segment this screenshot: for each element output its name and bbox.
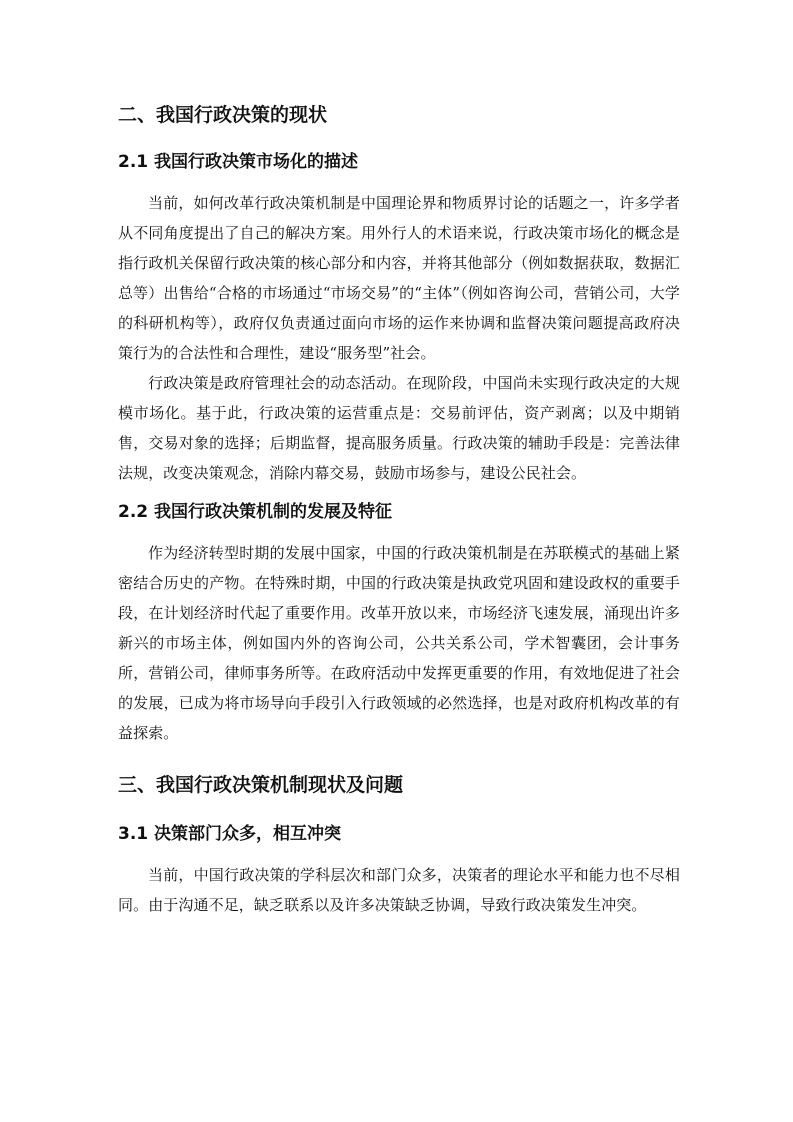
paragraph: 当前，中国行政决策的学科层次和部门众多，决策者的理论水平和能力也不尽相同。由于沟通不足，缺乏联系以及许多决策缺乏协调，导致行政决策发生冲突。	[118, 866, 680, 914]
paragraph: 作为经济转型时期的发展中国家，中国的行政决策机制是在苏联模式的基础上紧密结合历史的产物。在特殊时期，中国的行政决策是执政党巩固和建设政权的重要手段，在计划经济时代起了重要作用。改革开放以来，市场经济飞速发展，涌现出许多新兴的市场主体，例如国内外的咨询公司，公共关系公司，学术智囊团，会计事务所，营销公司，律师事务所等。在政府活动中发挥更重要的作用，有效地促进了社会的发展，已成为将市场导向手段引入行政领域的必然选择，也是对政府机构改革的有益探索。	[118, 544, 680, 742]
document-body	[118, 100, 680, 920]
subsection-heading-2-2: 2.2 我国行政决策机制的发展及特征	[118, 502, 393, 522]
subsection-heading-2-1: 2.1 我国行政决策市场化的描述	[118, 152, 359, 172]
paragraph: 当前，如何改革行政决策机制是中国理论界和物质界讨论的话题之一，许多学者从不同角度提出了自己的解决方案。用外行人的术语来说，行政决策市场化的概念是指行政机关保留行政决策的核心部分和内容，并将其他部分（例如数据获取，数据汇总等）出售给“合格的市场通过“市场交易”的“主体”（例如咨询公司，营销公司，大学的科研机构等），政府仅负责通过面向市场的运作来协调和监督决策问题提高政府决策行为的合法性和合理性，建设“服务型”社会。	[118, 194, 680, 362]
subsection-heading-3-1: 3.1 决策部门众多，相互冲突	[118, 824, 342, 844]
section-heading-2: 二、我国行政决策的现状	[118, 104, 328, 126]
paragraph: 行政决策是政府管理社会的动态活动。在现阶段，中国尚未实现行政决定的大规模市场化。基于此，行政决策的运营重点是：交易前评估，资产剥离；以及中期销售，交易对象的选择；后期监督，提高服务质量。行政决策的辅助手段是：完善法律法规，改变决策观念，消除内幕交易，鼓励市场参与，建设公民社会。	[118, 374, 680, 482]
section-heading-3: 三、我国行政决策机制现状及问题	[118, 774, 404, 796]
